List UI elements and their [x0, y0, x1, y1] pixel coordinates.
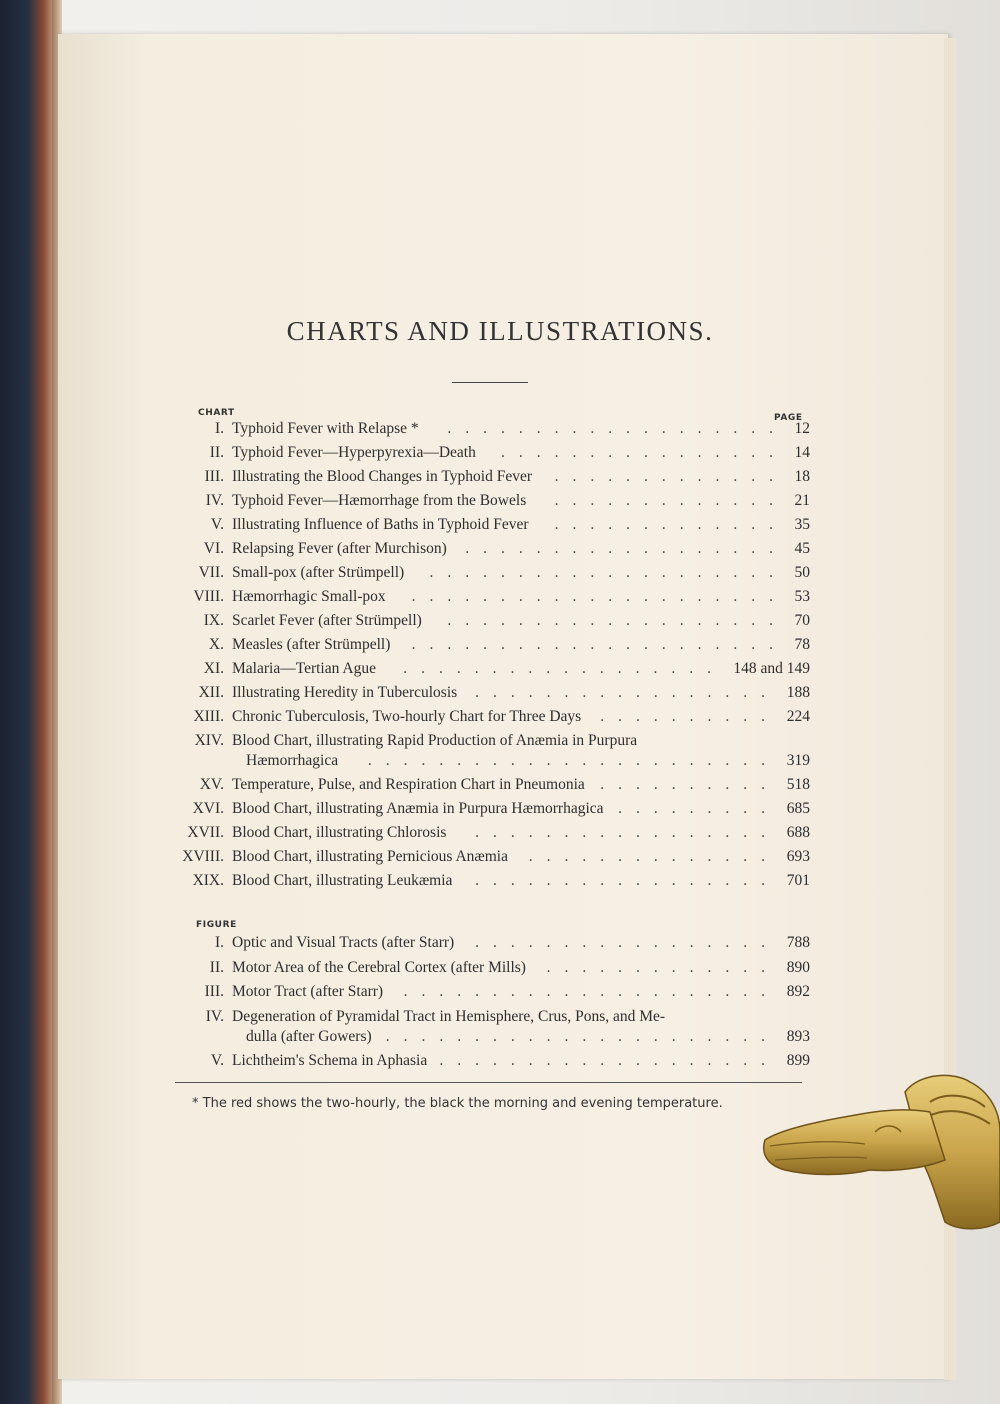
figures-title: Lichtheim's Schema in Aphasia	[232, 1052, 428, 1069]
charts-number: VIII.	[193, 588, 224, 605]
charts-dot-leader: ..........	[600, 708, 779, 725]
figures-title: Motor Area of the Cerebral Cortex (after Mills)	[232, 958, 526, 976]
figures-title: Degeneration of Pyramidal Tract in Hemisphere, Crus, Pons, and Me-	[232, 1007, 666, 1025]
figures-dot-leader: .................	[475, 934, 779, 951]
charts-dot-leader: ................	[501, 444, 787, 461]
charts-dot-leader: ..............	[528, 848, 779, 865]
charts-number: XVI.	[192, 800, 224, 817]
charts-row-continuation	[0, 752, 810, 774]
charts-number: XIV.	[194, 732, 224, 749]
charts-row	[0, 684, 810, 706]
charts-row	[0, 468, 810, 490]
charts-dot-leader: .................	[475, 872, 779, 889]
charts-dot-leader: .................	[475, 824, 779, 841]
charts-page-number: 224	[786, 708, 810, 725]
charts-row	[0, 732, 810, 754]
charts-row	[0, 872, 810, 894]
charts-number: XVIII.	[182, 848, 224, 865]
charts-page-number: 693	[786, 848, 810, 865]
figures-number: III.	[204, 983, 224, 1000]
figures-title: Motor Tract (after Starr)	[232, 983, 384, 1000]
charts-dot-leader: .............	[554, 516, 787, 533]
charts-row	[0, 824, 810, 846]
charts-title: Relapsing Fever (after Murchison)	[232, 540, 447, 557]
figures-row-continuation	[0, 1028, 810, 1050]
charts-number: VII.	[198, 564, 224, 581]
footnote-rule	[175, 1082, 802, 1083]
charts-number: II.	[209, 444, 224, 461]
charts-dot-leader: .......................	[367, 752, 779, 769]
charts-number: I.	[214, 420, 224, 437]
charts-dot-leader: ...................	[447, 420, 787, 437]
charts-page-number: 53	[794, 588, 810, 605]
charts-dot-leader: ....................	[429, 564, 787, 581]
charts-page-number: 188	[786, 684, 810, 701]
figures-dot-leader: ...................	[439, 1052, 779, 1069]
charts-title: Chronic Tuberculosis, Two-hourly Chart for Three Days	[232, 708, 582, 725]
charts-title: Blood Chart, illustrating Leukæmia	[232, 872, 453, 889]
charts-page-number: 148 and 149	[733, 660, 810, 677]
figures-dot-leader: ......................	[385, 1027, 779, 1045]
charts-page-number: 701	[786, 872, 810, 889]
figures-row	[0, 934, 810, 956]
page-column-heading: PAGE	[774, 413, 803, 423]
charts-row	[0, 588, 810, 610]
charts-row	[0, 708, 810, 730]
charts-title: Temperature, Pulse, and Respiration Chart in Pneumonia	[232, 776, 585, 793]
charts-title: Blood Chart, illustrating Chlorosis	[232, 824, 447, 841]
charts-dot-leader: .........	[618, 800, 779, 817]
charts-dot-leader: .............	[554, 468, 787, 485]
charts-title-continuation: Hæmorrhagica	[246, 752, 339, 769]
charts-page-number: 35	[794, 516, 810, 533]
figures-page-number: 899	[786, 1052, 810, 1069]
charts-page-number: 688	[786, 824, 810, 841]
figures-number: IV.	[205, 1007, 224, 1025]
charts-page-number: 45	[794, 540, 810, 557]
charts-row	[0, 444, 810, 466]
figures-number: I.	[214, 934, 224, 951]
chart-column-heading: CHART	[198, 408, 235, 418]
charts-title: Typhoid Fever—Hæmorrhage from the Bowels	[232, 492, 527, 509]
figures-page-number: 788	[786, 934, 810, 951]
figures-row	[0, 1008, 810, 1030]
charts-title: Blood Chart, illustrating Anæmia in Purpura Hæmorrhagica	[232, 800, 604, 817]
figures-row	[0, 959, 810, 981]
charts-number: XI.	[203, 660, 224, 677]
charts-dot-leader: .............	[554, 492, 787, 509]
charts-dot-leader: ..................	[403, 660, 725, 677]
charts-title: Hæmorrhagic Small-pox	[232, 588, 386, 605]
charts-title: Typhoid Fever—Hyperpyrexia—Death	[232, 444, 476, 461]
charts-page-number: 319	[786, 752, 810, 769]
charts-dot-leader: ..........	[600, 776, 779, 793]
charts-row	[0, 564, 810, 586]
charts-page-number: 685	[786, 800, 810, 817]
charts-title: Malaria—Tertian Ague	[232, 660, 376, 677]
charts-page-number: 78	[794, 636, 810, 653]
charts-dot-leader: .................	[475, 684, 779, 701]
charts-row	[0, 612, 810, 634]
charts-number: IX.	[203, 612, 224, 629]
charts-page-number: 518	[786, 776, 810, 793]
figures-page-number: 890	[786, 958, 810, 976]
charts-title: Small-pox (after Strümpell)	[232, 564, 405, 581]
charts-dot-leader: ..................	[465, 540, 787, 557]
charts-page-number: 50	[794, 564, 810, 581]
charts-page-number: 18	[794, 468, 810, 485]
charts-number: XV.	[199, 776, 224, 793]
figures-page-number: 892	[786, 983, 810, 1000]
charts-number: X.	[208, 636, 224, 653]
charts-number: XIII.	[193, 708, 224, 725]
brass-hand-bookmark-icon	[755, 1072, 1000, 1232]
charts-title: Scarlet Fever (after Strümpell)	[232, 612, 422, 629]
figures-number: V.	[210, 1052, 224, 1069]
charts-title: Blood Chart, illustrating Rapid Production of Anæmia in Purpura	[232, 732, 638, 749]
footnote: * The red shows the two-hourly, the black the morning and evening temperature.	[192, 1096, 723, 1111]
charts-title: Measles (after Strümpell)	[232, 636, 391, 653]
charts-number: IV.	[205, 492, 224, 509]
charts-number: V.	[210, 516, 224, 533]
charts-row	[0, 660, 810, 682]
figures-number: II.	[209, 958, 224, 976]
charts-row	[0, 848, 810, 870]
figures-dot-leader: .....................	[403, 983, 779, 1000]
charts-number: XVII.	[187, 824, 224, 841]
charts-title: Typhoid Fever with Relapse *	[232, 420, 419, 437]
figures-row	[0, 983, 810, 1005]
charts-dot-leader: .....................	[411, 588, 787, 605]
charts-dot-leader: .....................	[411, 636, 787, 653]
charts-title: Illustrating the Blood Changes in Typhoid Fever	[232, 468, 532, 485]
charts-row	[0, 776, 810, 798]
figures-title-continuation: dulla (after Gowers)	[246, 1027, 372, 1045]
charts-page-number: 14	[794, 444, 810, 461]
charts-dot-leader: ...................	[447, 612, 787, 629]
charts-row	[0, 636, 810, 658]
charts-number: XIX.	[192, 872, 224, 889]
charts-page-number: 12	[794, 420, 810, 437]
charts-number: III.	[204, 468, 224, 485]
charts-row	[0, 516, 810, 538]
figures-title: Optic and Visual Tracts (after Starr)	[232, 934, 455, 951]
title-rule	[452, 382, 528, 383]
charts-number: XII.	[198, 684, 224, 701]
charts-title: Illustrating Heredity in Tuberculosis	[232, 684, 458, 701]
charts-row	[0, 540, 810, 562]
charts-row	[0, 800, 810, 822]
charts-title: Illustrating Influence of Baths in Typhoid Fever	[232, 516, 529, 533]
figures-dot-leader: .............	[546, 958, 779, 976]
charts-row	[0, 492, 810, 514]
charts-page-number: 21	[794, 492, 810, 509]
charts-page-number: 70	[794, 612, 810, 629]
figure-column-heading: FIGURE	[196, 920, 237, 930]
charts-title: Blood Chart, illustrating Pernicious Anæmia	[232, 848, 508, 865]
figures-page-number: 893	[786, 1027, 810, 1045]
page-title: CHARTS AND ILLUSTRATIONS.	[286, 316, 714, 346]
figures-row	[0, 1052, 810, 1074]
charts-number: VI.	[203, 540, 224, 557]
charts-row	[0, 420, 810, 442]
